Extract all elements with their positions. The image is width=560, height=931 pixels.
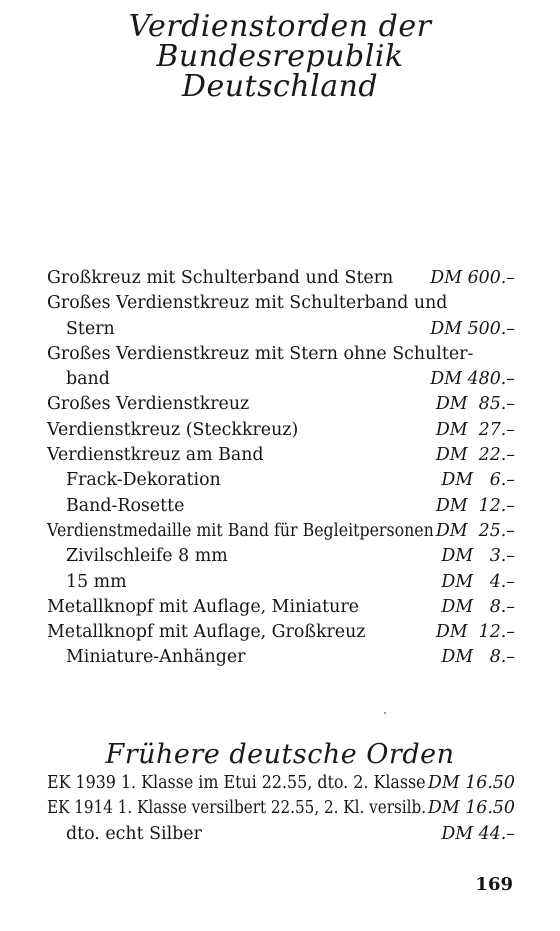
item-price: DM 12.– [435, 622, 515, 643]
item-price: DM 16.50 [427, 773, 515, 793]
title-line: Deutschland [181, 69, 379, 104]
item-price: DM 12.– [435, 495, 515, 516]
section-title [0, 740, 560, 770]
item-text: Stern [66, 318, 115, 339]
item-text: Metallknopf mit Auflage, Großkreuz [47, 622, 366, 643]
item-text: Verdienstkreuz (Steckkreuz) [47, 419, 299, 440]
item-text: 15 mm [66, 571, 127, 592]
list-item [47, 392, 517, 417]
item-text: Metallknopf mit Auflage, Miniature [47, 596, 359, 617]
page-number: 169 [475, 874, 513, 895]
title-line: Bundesrepublik [156, 39, 404, 74]
list-item [47, 796, 517, 821]
item-text: Band-Rosette [66, 495, 185, 516]
item-price: DM 480.– [430, 369, 515, 390]
item-price: DM 22.– [435, 445, 515, 466]
list-item [47, 620, 517, 645]
item-text: EK 1939 1. Klasse im Etui 22.55, dto. 2. Klasse [47, 773, 426, 793]
item-price: DM 600.– [430, 268, 515, 288]
item-price: DM 4.– [441, 571, 515, 592]
list-item [47, 494, 517, 519]
item-text: Miniature-Anhänger [66, 647, 246, 668]
list-item [47, 266, 517, 291]
item-price: DM 44.– [441, 823, 515, 844]
list-item [47, 822, 517, 847]
item-price: DM 6.– [441, 470, 515, 491]
orders-price-list [47, 266, 517, 671]
item-price: DM 85.– [435, 394, 515, 415]
ink-dot [384, 712, 386, 714]
list-item [47, 317, 517, 342]
item-text: EK 1914 1. Klasse versilbert 22.55, 2. Kl. versilb. [47, 798, 427, 819]
list-item [47, 291, 517, 316]
list-item [47, 443, 517, 468]
list-item [47, 519, 517, 544]
title-line: Verdienstorden der [128, 9, 432, 44]
list-item [47, 418, 517, 443]
list-item [47, 468, 517, 493]
item-text: Zivilschleife 8 mm [66, 546, 228, 567]
list-item [47, 595, 517, 620]
list-item [47, 570, 517, 595]
item-price: DM 25.– [435, 520, 515, 541]
item-text: Großes Verdienstkreuz [47, 394, 250, 415]
page-title [0, 9, 560, 104]
list-item [47, 544, 517, 569]
list-item [47, 342, 517, 367]
item-text: Verdienstmedaille mit Band für Begleitpersonen [47, 520, 434, 541]
list-item [47, 645, 517, 670]
item-text: Verdienstkreuz am Band [47, 445, 264, 466]
item-price: DM 27.– [435, 419, 515, 440]
item-text: Großes Verdienstkreuz mit Schulterband und [47, 293, 448, 314]
item-price: DM 3.– [441, 546, 515, 567]
list-item [47, 367, 517, 392]
item-text: dto. echt Silber [66, 823, 202, 844]
item-price: DM 8.– [441, 647, 515, 668]
section-title-text: Frühere deutsche Orden [105, 739, 455, 770]
item-text: Großes Verdienstkreuz mit Stern ohne Schulter- [47, 343, 474, 364]
item-price: DM 16.50 [427, 798, 515, 819]
item-text: Großkreuz mit Schulterband und Stern [47, 268, 394, 288]
former-orders-price-list [47, 771, 517, 847]
list-item [47, 771, 517, 796]
item-price: DM 500.– [430, 318, 515, 339]
item-text: Frack-Dekoration [66, 470, 221, 491]
item-price: DM 8.– [441, 596, 515, 617]
item-text: band [66, 369, 110, 390]
